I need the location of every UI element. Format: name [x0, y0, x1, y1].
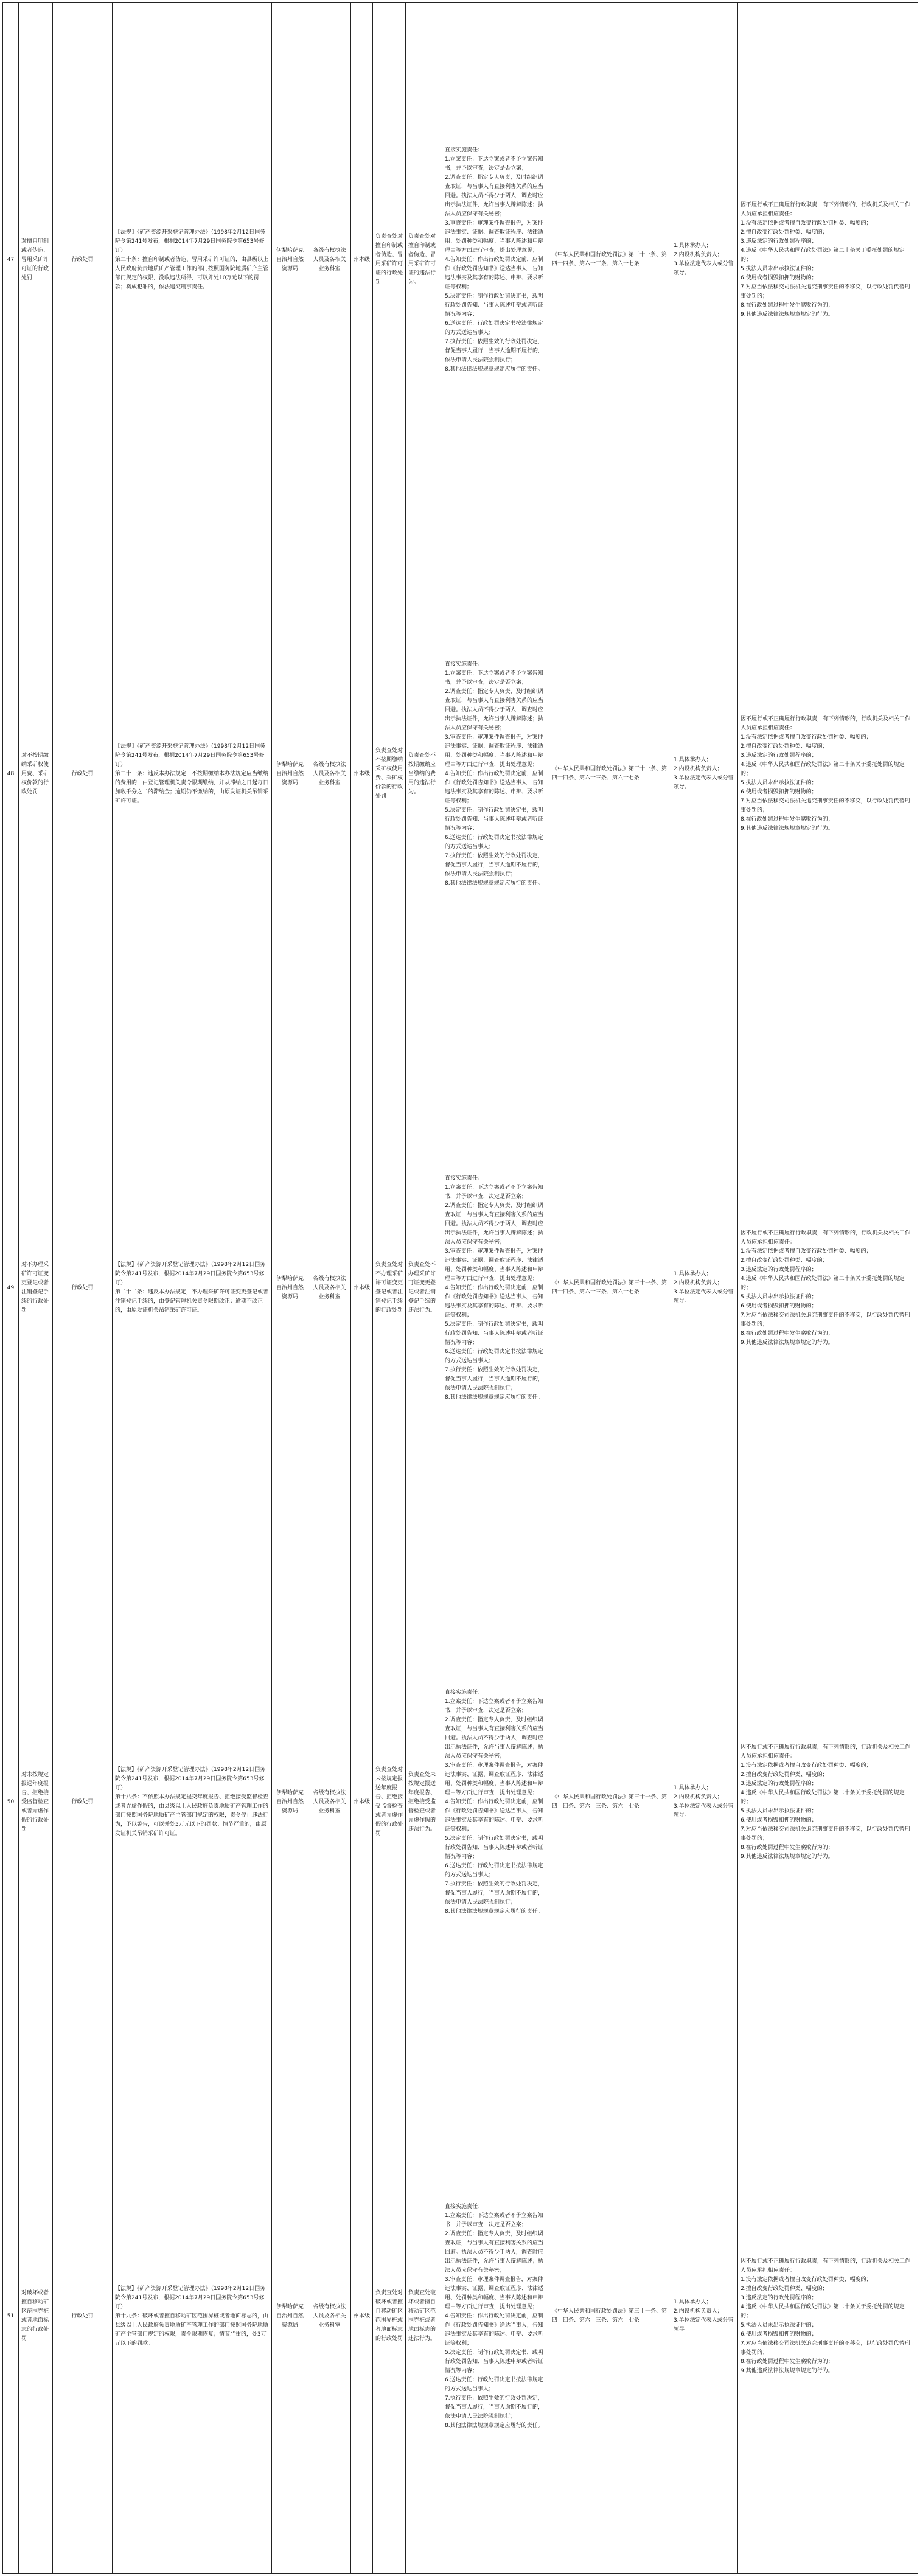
responsible-dept: 各级有权执法人员及各相关业务科室 [308, 1545, 351, 2059]
liability-circumstances: 因不履行或不正确履行行政职责，有下列情形的，行政机关及相关工作人员应承担相应责任： 1.没有法定依据或者擅自改变行政处罚种类、幅度的； 2.擅自改变行政处罚种类、幅度的； 3.违反法定的行政处罚程序的； 4.违反《中华人民共和国行政处罚法》第二十条关于委托处罚的规定的； 5.执法人员未出示执法证件的； 6.使用或者损毁扣押的财物的； 7.对应当依法移交司法机关追究刑事责任的不移交，以行政处罚代替刑事处罚的； 8.在行政处罚过程中发生腐败行为的； 9.其他违反法律法规规章规定的行为。 [738, 1545, 918, 2059]
responsibility-basis: 《中华人民共和国行政处罚法》第三十一条、第四十四条、第六十三条、第六十七条 [549, 1545, 671, 2059]
implementing-subject: 伊犁哈萨克自治州自然资源局 [272, 2059, 308, 2574]
power-type: 行政处罚 [53, 1031, 113, 1545]
power-content: 负责查处对未按规定报送年度报告、拒绝接受监督检查或者弄虚作假的行政处罚 [373, 1545, 406, 2059]
legal-basis [113, 3, 272, 517]
exercise-level: 州本级 [351, 1031, 373, 1545]
power-type: 行政处罚 [53, 3, 113, 517]
responsibility-basis: 《中华人民共和国行政处罚法》第三十一条、第四十四条、第六十三条、第六十七条 [549, 3, 671, 517]
power-name: 对不按期缴纳采矿权使用费、采矿权价款的行政处罚 [19, 517, 53, 1031]
power-name: 对破坏或者擅自移动矿区范围界桩或者地面标志的行政处罚 [19, 2059, 53, 2574]
responsibility-process: 直接实施责任： 1.立案责任：下达立案或者不予立案告知书，并予以审查，决定是否立案； 2.调查责任：指定专人负责，及时组织调查取证，与当事人有直接利害关系的应当回避。执法人员不得少于两人，调查时应出示执法证件，允许当事人辩解陈述；执法人员应保守有关秘密； 3.审查责任：审理案件调查报告，对案件违法事实、证据、调查取证程序、法律适用、处罚种类和幅度、当事人陈述和申辩理由等方面进行审查，提出处理意见； 4.告知责任：作出行政处罚决定前，应制作《行政处罚告知书》送达当事人，告知违法事实及其享有的陈述、申辩、要求听证等权利； 5.决定责任：制作行政处罚决定书，载明行政处罚告知、当事人陈述申辩或者听证情况等内容； 6.送达责任：行政处罚决定书按法律规定的方式送达当事人； 7.执行责任：依照生效的行政处罚决定，督促当事人履行，当事人逾期不履行的，依法申请人民法院强制执行； 8.其他法律法规规章规定应履行的责任。 [442, 2059, 549, 2574]
implementing-subject: 伊犁哈萨克自治州自然资源局 [272, 1031, 308, 1545]
legal-basis-law: 【法规】《矿产资源开采登记管理办法》（1998年2月12日国务院令第241号发布，根据2014年7月29日国务院令第653号修订） [115, 229, 266, 254]
accountable-persons: 1.具体承办人； 2.内设机构负责人； 3.单位法定代表人或分管领导。 [671, 517, 738, 1031]
responsible-dept: 各级有权执法人员及各相关业务科室 [308, 2059, 351, 2574]
row-number: 49 [3, 1031, 19, 1545]
row-number: 47 [3, 3, 19, 517]
legal-basis [113, 1031, 272, 1545]
power-name: 对不办理采矿许可证变更登记或者注销登记手续的行政处罚 [19, 1031, 53, 1545]
responsibility-basis: 《中华人民共和国行政处罚法》第三十一条、第四十四条、第六十三条、第六十七条 [549, 1031, 671, 1545]
implementing-subject: 伊犁哈萨克自治州自然资源局 [272, 1545, 308, 2059]
legal-basis-law: 【法规】《矿产资源开采登记管理办法》（1998年2月12日国务院令第241号发布，根据2014年7月29日国务院令第653号修订） [115, 1767, 266, 1791]
table-row [3, 1545, 918, 2059]
legal-basis [113, 1545, 272, 2059]
legal-basis-article: 第十九条：破坏或者擅自移动矿区范围界桩或者地面标志的，由县级以上人民政府负责地质矿产管理工作的部门按照国务院地质矿产主管部门规定的权限，责令限期恢复；情节严重的，处3万元以下的罚款。 [115, 2313, 269, 2347]
liability-circumstances: 因不履行或不正确履行行政职责，有下列情形的，行政机关及相关工作人员应承担相应责任： 1.没有法定依据或者擅自改变行政处罚种类、幅度的； 2.擅自改变行政处罚种类、幅度的； 3.违反法定的行政处罚程序的； 4.违反《中华人民共和国行政处罚法》第二十条关于委托处罚的规定的； 5.执法人员未出示执法证件的； 6.使用或者损毁扣押的财物的； 7.对应当依法移交司法机关追究刑事责任的不移交，以行政处罚代替刑事处罚的； 8.在行政处罚过程中发生腐败行为的； 9.其他违反法律法规规章规定的行为。 [738, 1031, 918, 1545]
accountable-persons: 1.具体承办人； 2.内设机构负责人； 3.单位法定代表人或分管领导。 [671, 3, 738, 517]
legal-basis-article: 第十八条：不依照本办法规定提交年度报告、拒绝接受监督检查或者弄虚作假的，由县级以上人民政府负责地质矿产管理工作的部门按照国务院地质矿产主管部门规定的权限，责令停止违法行为，予以警告，可以并处5万元以下的罚款；情节严重的，由原发证机关吊销采矿许可证。 [115, 1794, 269, 1837]
power-content: 负责查处对破坏或者擅自移动矿区范围界桩或者地面标志的行政处罚 [373, 2059, 406, 2574]
responsibility-basis: 《中华人民共和国行政处罚法》第三十一条、第四十四条、第六十三条、第六十七条 [549, 517, 671, 1031]
legal-basis [113, 517, 272, 1031]
power-type: 行政处罚 [53, 1545, 113, 2059]
power-content: 负责查处对不办理采矿许可证变更登记或者注销登记手续的行政处罚 [373, 1031, 406, 1545]
table-row [3, 1031, 918, 1545]
power-type: 行政处罚 [53, 517, 113, 1031]
duty-scope: 负责查处破坏或者擅自移动矿区范围界桩或者地面标志的违法行为。 [406, 2059, 442, 2574]
liability-circumstances: 因不履行或不正确履行行政职责，有下列情形的，行政机关及相关工作人员应承担相应责任： 1.没有法定依据或者擅自改变行政处罚种类、幅度的； 2.擅自改变行政处罚种类、幅度的； 3.违反法定的行政处罚程序的； 4.违反《中华人民共和国行政处罚法》第二十条关于委托处罚的规定的； 5.执法人员未出示执法证件的； 6.使用或者损毁扣押的财物的； 7.对应当依法移交司法机关追究刑事责任的不移交，以行政处罚代替刑事处罚的； 8.在行政处罚过程中发生腐败行为的； 9.其他违反法律法规规章规定的行为。 [738, 3, 918, 517]
responsibility-process: 直接实施责任： 1.立案责任：下达立案或者不予立案告知书，并予以审查，决定是否立案； 2.调查责任：指定专人负责，及时组织调查取证，与当事人有直接利害关系的应当回避。执法人员不得少于两人，调查时应出示执法证件，允许当事人辩解陈述；执法人员应保守有关秘密； 3.审查责任：审理案件调查报告，对案件违法事实、证据、调查取证程序、法律适用、处罚种类和幅度、当事人陈述和申辩理由等方面进行审查，提出处理意见； 4.告知责任：作出行政处罚决定前，应制作《行政处罚告知书》送达当事人，告知违法事实及其享有的陈述、申辩、要求听证等权利； 5.决定责任：制作行政处罚决定书，载明行政处罚告知、当事人陈述申辩或者听证情况等内容； 6.送达责任：行政处罚决定书按法律规定的方式送达当事人； 7.执行责任：依照生效的行政处罚决定，督促当事人履行，当事人逾期不履行的，依法申请人民法院强制执行； 8.其他法律法规规章规定应履行的责任。 [442, 517, 549, 1031]
duty-scope: 负责查处不按期缴纳应当缴纳的费用的违法行为。 [406, 517, 442, 1031]
accountable-persons: 1.具体承办人； 2.内设机构负责人； 3.单位法定代表人或分管领导。 [671, 2059, 738, 2574]
duty-scope: 负责查处对擅自印制或者伪造、冒用采矿许可证的违法行为。 [406, 3, 442, 517]
row-number: 48 [3, 517, 19, 1031]
responsibility-process: 直接实施责任： 1.立案责任：下达立案或者不予立案告知书，并予以审查，决定是否立案； 2.调查责任：指定专人负责，及时组织调查取证，与当事人有直接利害关系的应当回避。执法人员不得少于两人，调查时应出示执法证件，允许当事人辩解陈述；执法人员应保守有关秘密； 3.审查责任：审理案件调查报告，对案件违法事实、证据、调查取证程序、法律适用、处罚种类和幅度、当事人陈述和申辩理由等方面进行审查，提出处理意见； 4.告知责任：作出行政处罚决定前，应制作《行政处罚告知书》送达当事人，告知违法事实及其享有的陈述、申辩、要求听证等权利； 5.决定责任：制作行政处罚决定书，载明行政处罚告知、当事人陈述申辩或者听证情况等内容； 6.送达责任：行政处罚决定书按法律规定的方式送达当事人； 7.执行责任：依照生效的行政处罚决定，督促当事人履行，当事人逾期不履行的，依法申请人民法院强制执行； 8.其他法律法规规章规定应履行的责任。 [442, 1545, 549, 2059]
accountable-persons: 1.具体承办人； 2.内设机构负责人； 3.单位法定代表人或分管领导。 [671, 1545, 738, 2059]
exercise-level: 州本级 [351, 2059, 373, 2574]
legal-basis-law: 【法规】《矿产资源开采登记管理办法》（1998年2月12日国务院令第241号发布，根据2014年7月29日国务院令第653号修订） [115, 2285, 266, 2310]
legal-basis-law: 【法规】《矿产资源开采登记管理办法》（1998年2月12日国务院令第241号发布，根据2014年7月29日国务院令第653号修订） [115, 743, 266, 768]
responsibility-process: 直接实施责任： 1.立案责任：下达立案或者不予立案告知书，并予以审查，决定是否立案； 2.调查责任：指定专人负责，及时组织调查取证，与当事人有直接利害关系的应当回避。执法人员不得少于两人，调查时应出示执法证件，允许当事人辩解陈述；执法人员应保守有关秘密； 3.审查责任：审理案件调查报告，对案件违法事实、证据、调查取证程序、法律适用、处罚种类和幅度、当事人陈述和申辩理由等方面进行审查，提出处理意见； 4.告知责任：作出行政处罚决定前，应制作《行政处罚告知书》送达当事人，告知违法事实及其享有的陈述、申辩、要求听证等权利； 5.决定责任：制作行政处罚决定书，载明行政处罚告知、当事人陈述申辩或者听证情况等内容； 6.送达责任：行政处罚决定书按法律规定的方式送达当事人； 7.执行责任：依照生效的行政处罚决定，督促当事人履行，当事人逾期不履行的，依法申请人民法院强制执行； 8.其他法律法规规章规定应履行的责任。 [442, 1031, 549, 1545]
power-type: 行政处罚 [53, 2059, 113, 2574]
responsibility-process: 直接实施责任： 1.立案责任：下达立案或者不予立案告知书，并予以审查，决定是否立案； 2.调查责任：指定专人负责，及时组织调查取证，与当事人有直接利害关系的应当回避。执法人员不得少于两人，调查时应出示执法证件，允许当事人辩解陈述；执法人员应保守有关秘密； 3.审查责任：审理案件调查报告，对案件违法事实、证据、调查取证程序、法律适用、处罚种类和幅度、当事人陈述和申辩理由等方面进行审查，提出处理意见； 4.告知责任：作出行政处罚决定前，应制作《行政处罚告知书》送达当事人，告知违法事实及其享有的陈述、申辩、要求听证等权利； 5.决定责任：制作行政处罚决定书，载明行政处罚告知、当事人陈述申辩或者听证情况等内容； 6.送达责任：行政处罚决定书按法律规定的方式送达当事人； 7.执行责任：依照生效的行政处罚决定，督促当事人履行，当事人逾期不履行的，依法申请人民法院强制执行； 8.其他法律法规规章规定应履行的责任。 [442, 3, 549, 517]
power-name: 对未按规定报送年度报告、拒绝接受监督检查或者弄虚作假的行政处罚 [19, 1545, 53, 2059]
responsible-dept: 各级有权执法人员及各相关业务科室 [308, 1031, 351, 1545]
document-page [2, 2, 918, 2574]
responsible-dept: 各级有权执法人员及各相关业务科室 [308, 3, 351, 517]
power-content: 负责查处对擅自印制或者伪造、冒用采矿许可证的行政处罚 [373, 3, 406, 517]
power-content: 负责查处对不按期缴纳采矿权使用费、采矿权价款的行政处罚 [373, 517, 406, 1031]
power-name: 对擅自印制或者伪造、冒用采矿许可证的行政处罚 [19, 3, 53, 517]
legal-basis-article: 第二十条：擅自印制或者伪造、冒用采矿许可证的，由县级以上人民政府负责地质矿产管理工作的部门按照国务院地质矿产主管部门规定的权限，没收违法所得，可以并处10万元以下的罚款；构成犯罪的，依法追究刑事责任。 [115, 256, 269, 290]
responsibility-basis: 《中华人民共和国行政处罚法》第三十一条、第四十四条、第六十三条、第六十七条 [549, 2059, 671, 2574]
liability-circumstances: 因不履行或不正确履行行政职责，有下列情形的，行政机关及相关工作人员应承担相应责任： 1.没有法定依据或者擅自改变行政处罚种类、幅度的； 2.擅自改变行政处罚种类、幅度的； 3.违反法定的行政处罚程序的； 4.违反《中华人民共和国行政处罚法》第二十条关于委托处罚的规定的； 5.执法人员未出示执法证件的； 6.使用或者损毁扣押的财物的； 7.对应当依法移交司法机关追究刑事责任的不移交，以行政处罚代替刑事处罚的； 8.在行政处罚过程中发生腐败行为的； 9.其他违反法律法规规章规定的行为。 [738, 2059, 918, 2574]
exercise-level: 州本级 [351, 517, 373, 1031]
row-number: 50 [3, 1545, 19, 2059]
table-row [3, 2059, 918, 2574]
legal-basis-law: 【法规】《矿产资源开采登记管理办法》（1998年2月12日国务院令第241号发布，根据2014年7月29日国务院令第653号修订） [115, 1262, 266, 1286]
exercise-level: 州本级 [351, 3, 373, 517]
legal-basis [113, 2059, 272, 2574]
responsible-dept: 各级有权执法人员及各相关业务科室 [308, 517, 351, 1031]
row-number: 51 [3, 2059, 19, 2574]
liability-circumstances: 因不履行或不正确履行行政职责，有下列情形的，行政机关及相关工作人员应承担相应责任： 1.没有法定依据或者擅自改变行政处罚种类、幅度的； 2.擅自改变行政处罚种类、幅度的； 3.违反法定的行政处罚程序的； 4.违反《中华人民共和国行政处罚法》第二十条关于委托处罚的规定的； 5.执法人员未出示执法证件的； 6.使用或者损毁扣押的财物的； 7.对应当依法移交司法机关追究刑事责任的不移交，以行政处罚代替刑事处罚的； 8.在行政处罚过程中发生腐败行为的； 9.其他违反法律法规规章规定的行为。 [738, 517, 918, 1031]
table-row [3, 517, 918, 1031]
power-list-table [2, 2, 918, 2574]
table-body [3, 3, 918, 2574]
implementing-subject: 伊犁哈萨克自治州自然资源局 [272, 517, 308, 1031]
legal-basis-article: 第二十一条：违反本办法规定，不按期缴纳本办法规定应当缴纳的费用的，由登记管理机关责令限期缴纳，并从滞纳之日起每日加收千分之二的滞纳金；逾期仍不缴纳的，由原发证机关吊销采矿许可证。 [115, 770, 269, 804]
implementing-subject: 伊犁哈萨克自治州自然资源局 [272, 3, 308, 517]
accountable-persons: 1.具体承办人； 2.内设机构负责人； 3.单位法定代表人或分管领导。 [671, 1031, 738, 1545]
duty-scope: 负责查处未按规定报送年度报告、拒绝接受监督检查或者弄虚作假的违法行为。 [406, 1545, 442, 2059]
exercise-level: 州本级 [351, 1545, 373, 2059]
table-row [3, 3, 918, 517]
duty-scope: 负责查处不办理采矿许可证变更登记或者注销登记手续的违法行为。 [406, 1031, 442, 1545]
legal-basis-article: 第二十二条：违反本办法规定，不办理采矿许可证变更登记或者注销登记手续的，由登记管理机关责令限期改正；逾期不改正的，由原发证机关吊销采矿许可证。 [115, 1289, 269, 1314]
